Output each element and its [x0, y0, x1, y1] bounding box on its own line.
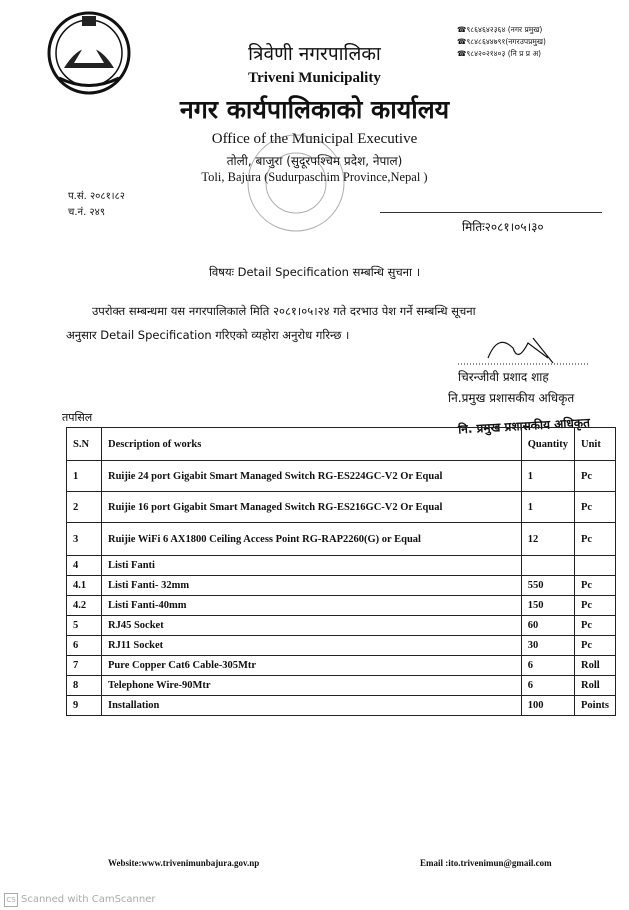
- cell-description: Listi Fanti- 32mm: [102, 576, 522, 596]
- office-name-np: नगर कार्यपालिकाको कार्यालय: [179, 95, 450, 124]
- cell-sn: 5: [67, 616, 102, 636]
- dispatch-number: च.नं. २४९: [68, 207, 106, 218]
- address-en: Toli, Bajura (Sudurpaschim Province,Nepal ): [201, 170, 428, 184]
- cell-description: RJ11 Socket: [102, 636, 522, 656]
- address-np: तोली, बाजुरा (सुदूरपश्चिम प्रदेश, नेपाल): [226, 154, 403, 168]
- ref-number: प.सं. २०८१।८२: [68, 191, 125, 202]
- cell-unit: Pc: [574, 523, 615, 556]
- cell-sn: 8: [67, 676, 102, 696]
- body-line-1: उपरोक्त सम्बन्धमा यस नगरपालिकाले मिति २०८१।०५।२४ गते दरभाउ पेश गर्ने सम्बन्धि सूचना: [92, 304, 476, 318]
- header-quantity: Quantity: [521, 428, 574, 461]
- table-row: [67, 523, 616, 556]
- cell-unit: Pc: [574, 461, 615, 492]
- phone-mayor: ☎९८६४६४२३६४ (नगर प्रमुख): [457, 25, 543, 34]
- designation-stamp: नि. प्रमुख प्रशासकीय अधिकृत: [457, 415, 591, 437]
- cell-description: Ruijie 24 port Gigabit Smart Managed Switch RG-ES224GC-V2 Or Equal: [102, 461, 522, 492]
- cell-description: RJ45 Socket: [102, 616, 522, 636]
- cell-sn: 9: [67, 696, 102, 716]
- official-seal: [236, 128, 356, 238]
- footer-email: Email :ito.trivenimun@gmail.com: [420, 858, 552, 868]
- cell-description: Pure Copper Cat6 Cable-305Mtr: [102, 656, 522, 676]
- municipality-name-np: त्रिवेणी नगरपालिका: [248, 43, 381, 65]
- cell-sn: 3: [67, 523, 102, 556]
- cell-description: Installation: [102, 696, 522, 716]
- camscanner-icon: CS: [4, 893, 18, 907]
- cell-unit: Pc: [574, 576, 615, 596]
- cell-quantity: 150: [521, 596, 574, 616]
- cell-unit: Pc: [574, 636, 615, 656]
- table-header-row: [67, 428, 616, 461]
- subject-line: विषयः Detail Specification सम्बन्धि सुचना ।: [208, 265, 421, 279]
- body-line-2: अनुसार Detail Specification गरिएको व्यहोरा अनुरोध गरिन्छ ।: [66, 328, 350, 342]
- cell-sn: 1: [67, 461, 102, 492]
- cell-description: Listi Fanti: [102, 556, 522, 576]
- divider: [380, 212, 602, 213]
- table-row: [67, 656, 616, 676]
- table-caption: तपसिल: [62, 411, 93, 424]
- cell-description: Listi Fanti-40mm: [102, 596, 522, 616]
- scanner-text: Scanned with CamScanner: [21, 894, 156, 905]
- cell-description: Telephone Wire-90Mtr: [102, 676, 522, 696]
- footer-website: Website:www.trivenimunbajura.gov.np: [108, 858, 260, 868]
- letter-date: मितिः२०८१।०५।३०: [462, 220, 544, 234]
- table-row: [67, 636, 616, 656]
- phone-deputy-mayor: ☎९८४८६४४७९१(नगरउपप्रमुख): [457, 37, 546, 46]
- table-row: [67, 696, 616, 716]
- cell-unit: [574, 556, 615, 576]
- cell-quantity: [521, 556, 574, 576]
- cell-sn: 4.1: [67, 576, 102, 596]
- table-row: [67, 596, 616, 616]
- municipality-name-en: Triveni Municipality: [248, 70, 381, 86]
- cell-quantity: 30: [521, 636, 574, 656]
- cell-unit: Pc: [574, 616, 615, 636]
- cell-unit: Roll: [574, 656, 615, 676]
- cell-quantity: 1: [521, 492, 574, 523]
- table-row: [67, 616, 616, 636]
- cell-unit: Points: [574, 696, 615, 716]
- cell-quantity: 100: [521, 696, 574, 716]
- signatory-title: नि.प्रमुख प्रशासकीय अधिकृत: [448, 391, 575, 405]
- cell-quantity: 550: [521, 576, 574, 596]
- header-sn: S.N: [67, 428, 102, 461]
- cell-description: Ruijie WiFi 6 AX1800 Ceiling Access Point RG-RAP2260(G) or Equal: [102, 523, 522, 556]
- cell-sn: 2: [67, 492, 102, 523]
- signatory-name: चिरन्जीवी प्रशाद शाह: [458, 370, 549, 384]
- phone-cao: ☎९८४२०२१४०३ (नि प्र प्र अ): [457, 49, 542, 58]
- cell-sn: 6: [67, 636, 102, 656]
- cell-unit: Pc: [574, 492, 615, 523]
- cell-unit: Roll: [574, 676, 615, 696]
- cell-description: Ruijie 16 port Gigabit Smart Managed Switch RG-ES216GC-V2 Or Equal: [102, 492, 522, 523]
- cell-quantity: 12: [521, 523, 574, 556]
- handwritten-signature: [458, 328, 588, 368]
- cell-quantity: 60: [521, 616, 574, 636]
- cell-quantity: 1: [521, 461, 574, 492]
- table-row: [67, 676, 616, 696]
- table-row: [67, 492, 616, 523]
- cell-sn: 4: [67, 556, 102, 576]
- cell-quantity: 6: [521, 676, 574, 696]
- cell-sn: 4.2: [67, 596, 102, 616]
- table-row: [67, 556, 616, 576]
- table-row: [67, 461, 616, 492]
- header-unit: Unit: [574, 428, 615, 461]
- specification-table: [66, 427, 616, 716]
- cell-sn: 7: [67, 656, 102, 676]
- cell-quantity: 6: [521, 656, 574, 676]
- office-name-en: Office of the Municipal Executive: [211, 131, 418, 147]
- cell-unit: Pc: [574, 596, 615, 616]
- scanner-watermark: [4, 893, 156, 907]
- header-description: Description of works: [102, 428, 522, 461]
- table-row: [67, 576, 616, 596]
